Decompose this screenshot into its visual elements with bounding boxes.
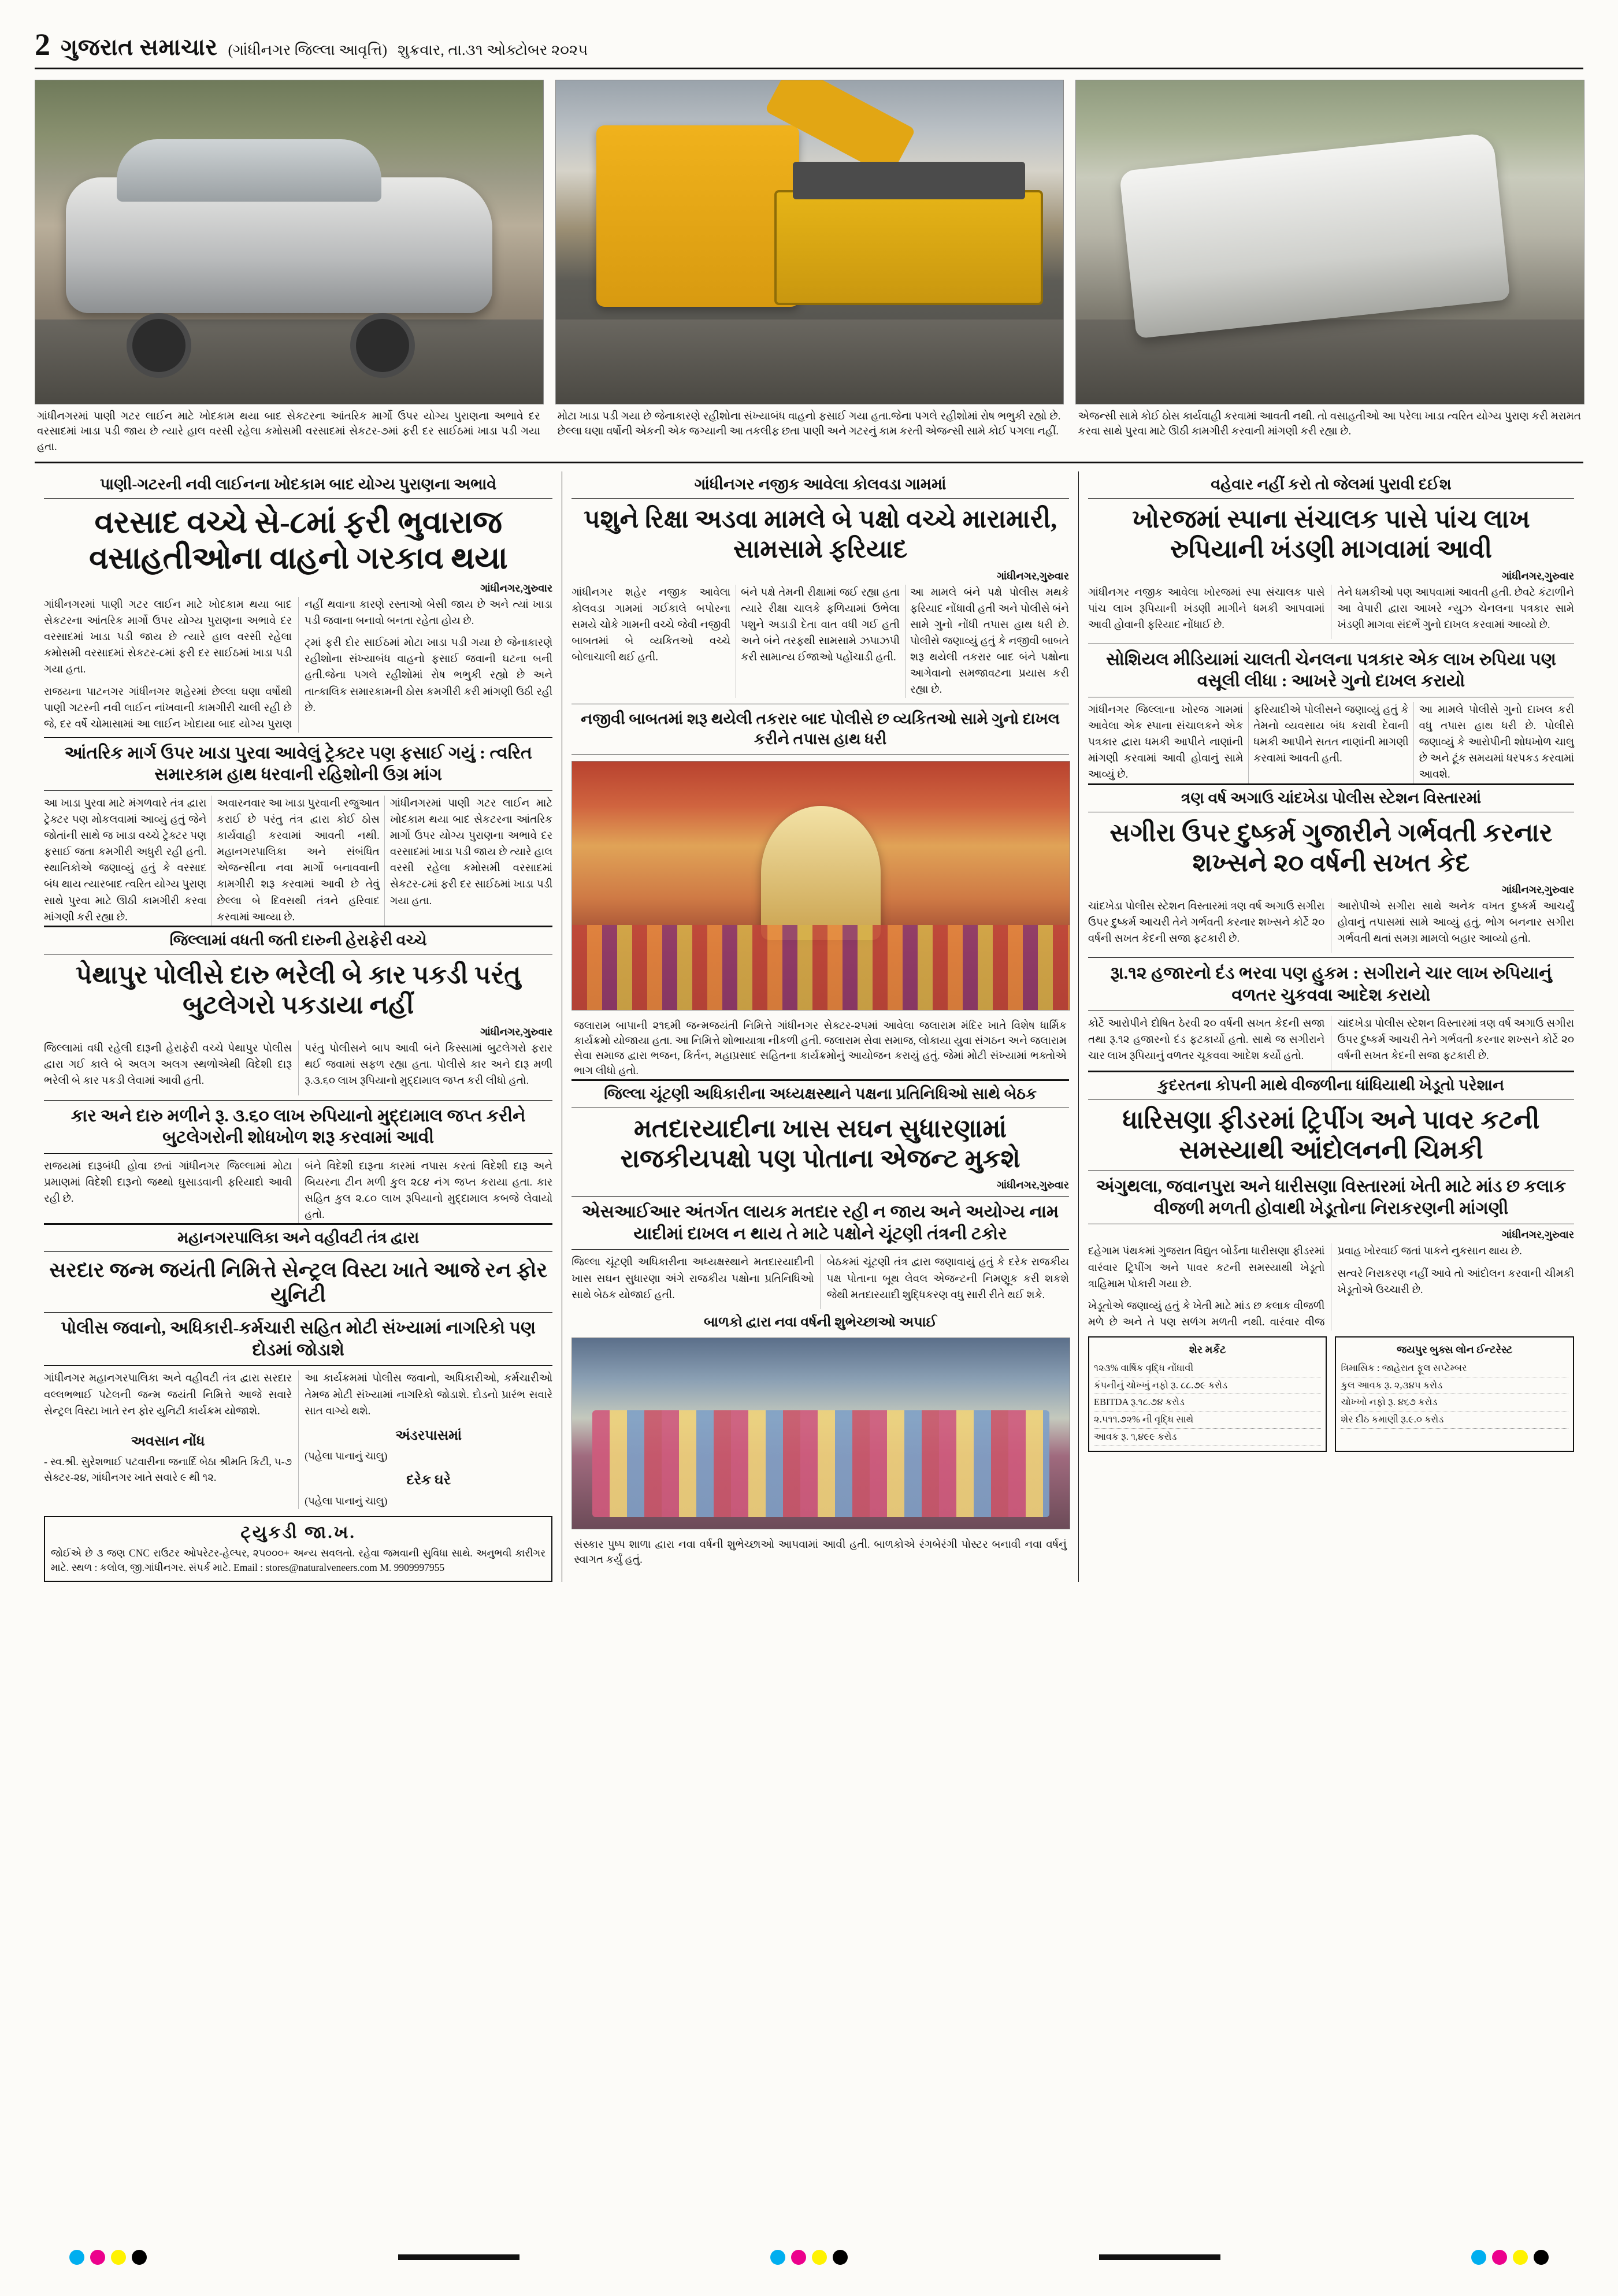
- finance-line: શેર દીઠ કમાણી રૂ.૯.૦ કરોડ: [1341, 1414, 1444, 1425]
- story6-kicker: ત્રણ વર્ષ અગાઉ ચાંદખેડા પોલીસ સ્ટેશન વિસ્તારમાં: [1088, 783, 1574, 812]
- story3-subhead: સોશિયલ મીડિયામાં ચાલતી ચેનલના પત્રકાર એક લાખ રુપિયા પણ વસૂલી લીધા : આખરે ગુનો દાખલ કરાયો: [1088, 644, 1574, 697]
- column-left: [35, 471, 562, 1582]
- story2-kicker: ગાંધીનગર નજીક આવેલા કોલવડા ગામમાં: [572, 471, 1069, 499]
- classified-zone: [44, 1425, 552, 1509]
- photo-caption: મોટા ખાડા પડી ગયા છે જેનાકારણે રહીશોના સંખ્યાબંધ વાહનો ફસાઈ ગયા હતા.જેના પગલે રહીશોમાં રોષ ભભુકી રહ્યો છે. છેલ્લા ઘણા વર્ષોની એકની એક જગ્યાની આ તકલીફ છતા પાણી અને ગટરનું કામ કરતી એજન્સી સામે કોઈ પગલા નહીં.: [557, 411, 1061, 438]
- story8-byline: ગાંધીનગર,ગુરુવાર: [1501, 1229, 1575, 1241]
- story2-body: [572, 585, 1069, 699]
- story3-lead: [1088, 585, 1574, 639]
- paragraph: અવારનવાર આ ખાડા પુરવાની રજુઆત કરાઈ છે પરંતુ તંત્ર દ્વારા કોઈ ઠોસ કાર્યવાહી કરવામાં આવતી નથી. મહાનગરપાલિકા અને સંબંધિત એજન્સીના નવા માર્ગો બનાવવાની કામગીરી શરૂ કરવામાં આવી છે તેવું છેલ્લા બે દિવસથી તંત્રને હરિવાદ કરવામાં આવ્યા છે.: [217, 797, 380, 923]
- paragraph: ચાંદખેડા પોલીસ સ્ટેશન વિસ્તારમાં ત્રણ વર્ષ અગાઉ સગીરા ઉપર દુષ્કર્મ આચરી તેને ગર્ભવતી કરનાર શખ્સને કોર્ટે ૨૦ વર્ષની સખત કેદની સજા ફટકારી છે.: [1337, 1018, 1574, 1062]
- story7-byline: ગાંધીનગર,ગુરુવાર: [996, 1179, 1069, 1191]
- reg-dot-yellow: [812, 2250, 827, 2265]
- reg-dot-cyan: [1471, 2250, 1486, 2265]
- photo-caption: એજન્સી સામે કોઈ ઠોસ કાર્યવાહી કરવામાં આવતી નથી. તો વસાહતીઓ આ પરેલા ખાડા ત્વરિત યોગ્ય પુરાણ કરી મરામત કરવા સાથે પુરવા માટે ઊઠી કામગીરી કરવાની માંગણી કરી રહ્યા છે.: [1078, 411, 1582, 438]
- paragraph: કોર્ટે આરોપીને દોષિત ઠેરવી ૨૦ વર્ષની સખત કેદની સજા તથા રૂ.૧૨ હજારનો દંડ ફટકાર્યો હતો. સાથે જ સગીરાને ચાર લાખ રૂપિયાનું વળતર ચૂકવવા આદેશ કર્યો હતો.: [1088, 1018, 1325, 1062]
- reg-dot-black: [132, 2250, 147, 2265]
- story2-footline: નજીવી બાબતમાં શરૂ થયેલી તકરાર બાદ પોલીસે છ વ્યકિતઓ સામે ગુનો દાખલ કરીને તપાસ હાથ ધરી: [572, 704, 1069, 755]
- finance-line: કંપનીનું ચોખ્ખું નફો રૂ. ૮૮.૭૯ કરોડ: [1093, 1379, 1228, 1391]
- photo-caption: ગાંધીનગરમાં પાણી ગટર લાઈન માટે ખોદકામ થયા બાદ સેકટરના આંતરિક માર્ગો ઉપર યોગ્ય પુરાણના અભાવે દર વરસાદમાં ખાડા પડી જાય છે ત્યારે હાલ વરસી રહેલા કમોસમી વરસાદમાં સેકટર-૭માં ફરી દર સાઈઠમાં ખાડા પડી ગયા હતા.: [37, 411, 540, 453]
- story3-kicker: વહેવાર નહીં કરો તો જેલમાં પુરાવી દઈશ: [1088, 471, 1574, 499]
- paragraph: ગાંધીનગરમાં પાણી ગટર લાઈન માટે ખોદકામ થયા બાદ સેકટરના આંતરિક માર્ગો ઉપર યોગ્ય પુરાણના અભાવે દર વરસાદમાં ખાડા પડી જાય છે ત્યારે હાલ વરસી રહેલા કમોસમી વરસાદમાં સેકટર-૮માં ફરી દર સાઈઠમાં ખાડા પડી ગયા હતા.: [44, 599, 292, 676]
- reg-bar-1: [398, 2254, 519, 2260]
- paragraph: રાજયમાં દારૂબંધી હોવા છતાં ગાંધીનગર જિલ્લામાં મોટા પ્રમાણમાં વિદેશી દારૂનો જથ્થો ઘુસાડવાની ફરિયાદો આવી રહી છે.: [44, 1160, 292, 1205]
- finance-title: જયપુર બુક્સ લોન ઈન્ટરેસ્ટ: [1397, 1343, 1513, 1355]
- paragraph: ચાંદખેડા પોલીસ સ્ટેશન વિસ્તારમાં ત્રણ વર્ષ અગાઉ સગીરા ઉપર દુષ્કર્મ આચરી તેને ગર્ભવતી કરનાર શખ્સને કોર્ટે ૨૦ વર્ષની સખત કેદની સજા ફટકારી છે.: [1088, 900, 1325, 945]
- finance-line: ચોખ્ખો નફો રૂ. ૪૬૭ કરોડ: [1341, 1396, 1438, 1408]
- page-sheet: [35, 29, 1583, 2271]
- story7-subhead: એસઆઈઆર અંતર્ગત લાયક મતદાર રહી ન જાય અને અયોગ્ય નામ યાદીમાં દાખલ ન થાય તે માટે પક્ષોને ચૂંટણી તંત્રની ટકોર: [572, 1196, 1069, 1250]
- paragraph: ખેડૂતોએ જણાવ્યું હતું કે ખેતી માટે માંડ છ કલાક વીજળી મળે છે અને તે પણ સળંગ મળતી નથી. વારંવાર વીજ પ્રવાહ ખોરવાઈ જતાં પાકને નુકસાન થાય છે.: [1088, 1246, 1522, 1328]
- story3-headline: ખોરજમાં સ્પાના સંચાલક પાસે પાંચ લાખ રુપિયાની ખંડણી માગવામાં આવી: [1132, 504, 1530, 563]
- reg-dots-mid: [770, 2250, 848, 2265]
- story8-subhead: અંગુથલા, જવાનપુરા અને ધારીસણા વિસ્તારમાં ખેતી માટે માંડ છ કલાક વીજળી મળતી હોવાથી ખેડૂતોના નિરાકરણની માંગણી: [1088, 1171, 1574, 1224]
- main-columns: [35, 471, 1583, 1582]
- paragraph: આ કાર્યક્રમમાં પોલીસ જવાનો, અધિકારીઓ, કર્મચારીઓ તેમજ મોટી સંખ્યામાં નાગરિકો જોડાશે. દોડનો પ્રારંભ સવારે સાત વાગ્યે થશે.: [305, 1373, 553, 1417]
- story4-headline: પેથાપુર પોલીસે દારુ ભરેલી બે કાર પકડી પરંતુ બુટલેગરો પકડાયા નહીં: [75, 961, 521, 1020]
- finance-line: ૧૨૩% વાર્ષિક વૃદ્ધિ નોંધાવી: [1093, 1362, 1194, 1373]
- story2-headline: પશુને રિક્ષા અડવા મામલે બે પક્ષો વચ્ચે મારામારી, સામસામે ફરિયાદ: [583, 504, 1057, 563]
- story6-subhead: રૂા.૧૨ હજારનો દંડ ભરવા પણ હુકમ : સગીરાને ચાર લાખ રુપિયાનું વળતર ચુકવવા આદેશ કરાયો: [1088, 957, 1574, 1011]
- everyhouse-contnote: (પહેલા પાનાનું ચાલુ): [305, 1495, 388, 1507]
- classified-ad-body: જોઈએ છે ૩ જણ CNC રાઉટર ઓપરેટર-હેલ્પર, ૨૫૦૦૦+ અન્ય સવલતો. રહેવા જમવાની સુવિધા સાથે. અનુભવી કારીગર માટે. સ્થળ : કલોલ, જી.ગાંધીનગર. સંપર્ક માટે. Email : stores@naturalveneers.com M. 9909997955: [51, 1547, 546, 1574]
- story8-headline: ધારિસણા ફીડરમાં ટ્રિપીંગ અને પાવર કટની સમસ્યાથી આંદોલનની ચિમકી: [1122, 1105, 1540, 1164]
- photo-cell-2: [555, 80, 1063, 455]
- finance-title: શેર મર્કેટ: [1189, 1343, 1226, 1355]
- classified-ad-title: ટ્યુકડી જા.ખ.: [240, 1522, 356, 1542]
- paragraph: જિલ્લા ચૂંટણી અધિકારીના અધ્યક્ષસ્થાને મતદારયાદીની ખાસ સઘન સુધારણા અંગે રાજકીય પક્ષોના પ્રતિનિધિઓ સાથે બેઠક યોજાઈ હતી.: [572, 1257, 814, 1301]
- reg-dot-black: [833, 2250, 848, 2265]
- reg-dot-black: [1534, 2250, 1549, 2265]
- story7-kicker: જિલ્લા ચૂંટણી અધિકારીના અધ્યક્ષસ્થાને પક્ષના પ્રતિનિધિઓ સાથે બેઠક: [572, 1079, 1069, 1108]
- story1-headline: વરસાદ વચ્ચે સે-૮માં ફરી ભુવારાજ વસાહતીઓના વાહનો ગરકાવ થયા: [89, 504, 508, 576]
- section-divider: [35, 462, 1583, 463]
- reg-dot-magenta: [791, 2250, 806, 2265]
- story7-body: [572, 1254, 1069, 1309]
- photo-jcb-dumper: [555, 80, 1064, 404]
- paragraph: તેને ધમકીઓ પણ આપવામાં આવતી હતી. છેવટે કંટાળીને આ વેપારી દ્વારા આખરે ન્યુઝ ચેનલના પત્રકાર સામે ખંડણી માગવા સંદર્ભે ગુનો દાખલ કરવામાં આવ્યો છે.: [1337, 586, 1574, 631]
- paragraph: દહેગામ પંથકમાં ગુજરાત વિદ્યુત બોર્ડના ધારીસણા ફીડરમાં વારંવાર ટ્રિપીંગ અને પાવર કટની સમસ્યાથી ખેડૂતો ત્રાહિમામ પોકારી ગયા છે.: [1088, 1246, 1325, 1290]
- paragraph: બેઠકમાં ચૂંટણી તંત્ર દ્વારા જણાવાયું હતું કે દરેક રાજકીય પક્ષ પોતાના બૂથ લેવલ એજન્ટની નિમણૂક કરી શકશે જેથી મતદારયાદી શુદ્ધિકરણ વધુ સારી રીતે થઈ શકે.: [826, 1257, 1069, 1301]
- story6-headline: સગીરા ઉપર દુષ્કર્મ ગુજારીને ગર્ભવતી કરનાર શખ્સને ૨૦ વર્ષની સખત કેદ: [1109, 819, 1553, 878]
- story6-body: [1088, 1016, 1574, 1070]
- finance-line: કુલ આવક રૂ. ૨,૩૪૫ કરોડ: [1341, 1379, 1443, 1391]
- underpass-contnote: (પહેલા પાનાનું ચાલુ): [305, 1450, 388, 1462]
- story8-kicker: કુદરતના કોપની માથે વીજળીના ધાંધિયાથી ખેડૂતો પરેશાન: [1088, 1071, 1574, 1099]
- story3-body: [1088, 702, 1574, 783]
- paragraph: પરંતુ પોલીસને બાપ આવી બંને કિસ્સામાં બુટલેગરો ફરાર થઈ જવામાં સફળ રહ્યા હતા. પોલીસે કાર અને દારૂ મળી રૂ.૩.૬૦ લાખ રૂપિયાનો મુદ્દામાલ જપ્ત કરી લીધો હતો.: [305, 1043, 553, 1087]
- finance-line: EBITDA રૂ.૧૮.૭૪ કરોડ: [1093, 1396, 1185, 1408]
- reg-dot-magenta: [1492, 2250, 1507, 2265]
- story5-kicker: મહાનગરપાલિકા અને વહીવટી તંત્ર દ્વારા: [44, 1223, 552, 1252]
- paragraph: ગાંધીનગર શહેર નજીક આવેલા કોલવડા ગામમાં ગઈકાલે બપોરના સમયે ચોકે ગામની વચ્ચે જેવી નજીવી બાબતમાં બે વ્યકિતઓ વચ્ચે બોલાચાલી થઈ હતી.: [572, 586, 731, 664]
- story3-byline: ગાંધીનગર,ગુરુવાર: [1501, 570, 1575, 582]
- story1-byline: ગાંધીનગર,ગુરુવાર: [480, 582, 553, 595]
- paragraph: બંને પક્ષે તેમની રીક્ષામાં જઈ રહ્યા હતા ત્યારે રીક્ષા ચાલકે ફળિયામાં ઉભેલા પશુને અડાડી દેતા વાત વધી ગઈ હતી અને બંને તરફથી સામસામે ઝપાઝપી કરી સામાન્ય ઈજાઓ પહોંચાડી હતી.: [741, 586, 900, 664]
- top-photo-row: [35, 80, 1583, 455]
- paragraph: ટ્માં ફરી દોર સાઈઠમાં મોટા ખાડા પડી ગયા છે જેનાકારણે રહીશોના સંખ્યાબંધ વાહનો ફસાઈ જવાની ઘટના બની હતી.જેના પગલે રહીશોમાં રોષ ભભુકી રહ્યો છે અને તાત્કાલિક સમારકામની ઠોસ કમગીરી કરી માંગણી ઉઠી રહી છે.: [305, 637, 553, 714]
- story2-byline: ગાંધીનગર,ગુરુવાર: [996, 570, 1069, 582]
- paragraph: આ મામલે બંને પક્ષે પોલીસ મથકે ફરિયાદ નોંધાવી હતી અને પોલીસે બંને સામે ગુનો નોંધી તપાસ હાથ ધરી છે. પોલીસે જણાવ્યું હતું કે નજીવી બાબતે શરૂ થયેલી તકરાર બાદ બંને પક્ષોના આગેવાનો સમજાવટના પ્રયાસ કરી રહ્યા છે.: [910, 586, 1069, 696]
- paragraph: બંને વિદેશી દારૂના કારમાં નપાસ કરતાં વિદેશી દારૂ અને બિયરના ટીન મળી કુલ ૨૮૪ નંગ જપ્ત કરાયા હતા. કાર સહિત કુલ ૨.૮૦ લાખ રૂપિયાનો મુદ્દામાલ કબજે લેવાયો હતો.: [305, 1160, 553, 1221]
- story8-body: [1088, 1243, 1574, 1331]
- story6-lead: [1088, 898, 1574, 953]
- story5-headline: સરદાર જન્મ જયંતી નિમિત્તે સેન્ટ્રલ વિસ્ટા ખાતે આજે રન ફોર યુનિટી: [49, 1258, 548, 1307]
- registration-marks: [69, 2250, 1549, 2265]
- story1-body: [44, 597, 552, 733]
- story1-kicker: પાણી-ગટરની નવી લાઈનના ખોદકામ બાદ યોગ્ય પુરાણના અભાવે: [44, 471, 552, 499]
- paper-name: ગુજરાત સમાચાર: [61, 34, 218, 60]
- page-number: 2: [35, 27, 50, 62]
- obituary-heading: અવસાન નોંધ: [131, 1433, 205, 1449]
- story4-body: [44, 1158, 552, 1223]
- story4-byline: ગાંધીનગર,ગુરુવાર: [480, 1026, 553, 1038]
- story4-kicker: જિલ્લામાં વધતી જતી દારુની હેરાફેરી વચ્ચે: [44, 926, 552, 954]
- finance-box-1: [1088, 1336, 1327, 1452]
- children-group-photo: [572, 1338, 1070, 1529]
- finance-line: આવક રૂ. ૧,૪૯૯ કરોડ: [1093, 1431, 1177, 1442]
- finance-box-2: [1335, 1336, 1574, 1452]
- reg-dot-yellow: [1513, 2250, 1528, 2265]
- story6-byline: ગાંધીનગર,ગુરુવાર: [1501, 883, 1575, 896]
- obituary-text: - સ્વ.શ્રી. સુરેશભાઈ પટવારીના જનાર્દિ બેઠા શ્રીમતિ કિટી, ૫-૭ સેક્ટર-૨૪, ગાંધીનગર ખાતે સવારે ૯ થી ૧૨.: [44, 1456, 292, 1484]
- story5-subhead: પોલીસ જવાનો, અધિકારી-કર્મચારી સહિત મોટી સંખ્યામાં નાગરિકો પણ દોડમાં જોડાશે: [44, 1312, 552, 1366]
- paragraph: રાજયના પાટનગર ગાંધીનગર શહેરમાં છેલ્લા ઘણા વર્ષોથી પાણી ગટરની નવી લાઈન નાંખવાની કામગીરી ચાલી રહી છે જે, દર વર્ષે ચોમાસામાં આ લાઈન ખોદાયા બાદ યોગ્ય પુરાણ નહીં થવાના કારણે રસ્તાઓ બેસી જાય છે અને ત્યાં ખાડા પડી જવાના બનાવો બનતા રહેતા હોય છે.: [44, 599, 553, 730]
- photo-cell-3: [1075, 80, 1583, 455]
- dateline: શુક્રવાર, તા.૩૧ ઓક્ટોબર ૨૦૨૫: [398, 42, 588, 58]
- reg-bar-2: [1099, 2254, 1220, 2260]
- everyhouse-heading: દરેક ઘરે: [406, 1473, 451, 1488]
- temple-photo-caption: જલારામ બાપાની ૨૧૬મી જન્મજયંતી નિમિત્તે ગાંધીનગર સેક્ટર-૨૫માં આવેલા જલારામ મંદિર ખાતે વિશેષ ધાર્મિક કાર્યક્રમો યોજાયા હતા. આ નિમિત્તે શોભાયાત્રા નીકળી હતી. જલારામ સેવા સમાજ, લોકાયા યુવા સંગઠન અને જલારામ સેવા સમાજ દ્વારા ભજન, કિર્તન, મહાપ્રસાદ સહિતના કાર્યક્રમોનું આયોજન કરાયું હતું. જેમાં મોટી સંખ્યામાં ભક્તોએ ભાગ લીધો હતો.: [574, 1020, 1067, 1078]
- paragraph: ગાંધીનગર જિલ્લાના ખોરજ ગામમાં આવેલા એક સ્પાના સંચાલકને એક પત્રકાર દ્વારા ધમકી આપીને નાણાંની માંગણી કરવામાં આવી હોવાનું સામે આવ્યું છે.: [1088, 704, 1244, 781]
- photo-cell-1: [35, 80, 543, 455]
- photo-road-car: [35, 80, 544, 404]
- paragraph: આરોપીએ સગીરા સાથે અનેક વખત દુષ્કર્મ આચર્યું હોવાનું તપાસમાં સામે આવ્યું હતું. ભોગ બનનાર સગીરા ગર્ભવતી થતાં સમગ્ર મામલો બહાર આવ્યો હતો.: [1337, 900, 1574, 945]
- temple-procession-photo: [572, 761, 1070, 1010]
- paragraph: જિલ્લામાં વધી રહેલી દારૂની હેરાફેરી વચ્ચે પેથાપુર પોલીસ દ્વારા ગઈ કાલે બે અલગ અલગ સ્થળોએથી વિદેશી દારૂ ભરેલી બે કાર પકડી લેવામાં આવી હતી.: [44, 1043, 292, 1087]
- reg-dots-left: [69, 2250, 147, 2265]
- reg-dot-yellow: [111, 2250, 126, 2265]
- column-right: [1078, 471, 1583, 1582]
- paragraph: ફરિયાદીએ પોલીસને જણાવ્યું હતું કે તેમનો વ્યવસાય બંધ કરાવી દેવાની ધમકી આપીને સતત નાણાંની માગણી કરવામાં આવતી હતી.: [1253, 704, 1409, 765]
- column-center: [562, 471, 1078, 1582]
- finance-line: ત્રિમાસિક : જાહેરાત ફૂલ સપ્ટેમ્બર: [1341, 1362, 1467, 1373]
- reg-dots-right: [1471, 2250, 1549, 2265]
- paragraph: સત્વરે નિરાકરણ નહીં આવે તો આંદોલન કરવાની ચીમકી ખેડૂતોએ ઉચ્ચારી છે.: [1337, 1268, 1574, 1296]
- paragraph: આ મામલે પોલીસે ગુનો દાખલ કરી વધુ તપાસ હાથ ધરી છે. પોલીસે જણાવ્યું કે આરોપીની શોધખોળ ચાલુ છે અને ટૂંક સમયમાં ધરપકડ કરવામાં આવશે.: [1419, 704, 1574, 781]
- finance-line: ૨.૫૧૧.૭૨% ની વૃદ્ધિ સાથે: [1093, 1414, 1194, 1425]
- story4-lead: [44, 1041, 552, 1095]
- story7-headline: મતદારયાદીના ખાસ સઘન સુધારણામાં રાજકીયપક્ષો પણ પોતાના એજન્ટ મુકશે: [620, 1114, 1020, 1173]
- reg-dot-cyan: [770, 2250, 785, 2265]
- paragraph: ગાંધીનગરમાં પાણી ગટર લાઈન માટે ખોદકામ થયા બાદ સેકટરના આંતરિક માર્ગો ઉપર યોગ્ય પુરાણના અભાવે દર વરસાદમાં ખાડા પડી જાય છે ત્યારે હાલ વરસી રહેલા કમોસમી વરસાદમાં સેકટર-૮માં ફરી દર સાઈઠમાં ખાડા પડી ગયા હતા.: [389, 797, 553, 907]
- story1-body-cont: [44, 796, 552, 926]
- classified-ad-box: [44, 1516, 552, 1582]
- story4-subhead: કાર અને દારુ મળીને રૂ. ૩.૬૦ લાખ રુપિયાનો મુદ્દામાલ જપ્ત કરીને બુટલેગરોની શોધખોળ શરૂ કરવામાં આવી: [44, 1100, 552, 1154]
- story5-body: [44, 1370, 552, 1425]
- group-photo-caption: સંસ્કાર પુષ્પ શાળા દ્વારા નવા વર્ષની શુભેચ્છાઓ આપવામાં આવી હતી. બાળકોએ રંગબેરંગી પોસ્ટર બનાવી નવા વર્ષનું સ્વાગત કર્યું હતું.: [574, 1539, 1067, 1566]
- paragraph: ગાંધીનગર નજીક આવેલા ખોરજમાં સ્પા સંચાલક પાસે પાંચ લાખ રૂપિયાની ખંડણી માગીને ધમકી આપવામાં આવી હોવાની ફરિયાદ નોંધાઈ છે.: [1088, 586, 1325, 631]
- photo-van-ditch: [1075, 80, 1584, 404]
- story1-subhead: આંતરિક માર્ગ ઉપર ખાડા પુરવા આવેલું ટ્રેક્ટર પણ ફસાઈ ગયું : ત્વરિત સમારકામ હાથ ધરવાની રહિશોની ઉગ્ર માંગ: [44, 737, 552, 791]
- edition-label: (ગાંધીનગર જિલ્લા આવૃત્તિ): [228, 42, 387, 58]
- paragraph: આ ખાડા પુરવા માટે મંગળવારે તંત્ર દ્વારા ટ્રેક્ટર પણ મોકલવામાં આવ્યું હતું જેને જોતાંની સાથે જ ખાડા વચ્ચે ટ્રેક્ટર પણ ફસાઈ જતા કમગીરી અધુરી રહી હતી. સ્થાનિકોએ જણાવ્યું હતું કે વરસાદ બંધ થાય ત્યારબાદ ત્વરિત યોગ્ય પુરાણ સાથે પુરવા માટે ઊઠી કામગીરી કરવા માંગણી કરી રહ્યા છે.: [44, 797, 207, 923]
- story7-footline: બાળકો દ્વારા નવા વર્ષની શુભેચ્છાઓ અપાઈ: [703, 1314, 937, 1330]
- paragraph: ગાંધીનગર મહાનગરપાલિકા અને વહીવટી તંત્ર દ્વારા સરદાર વલ્લભભાઈ પટેલની જન્મ જયંતી નિમિત્તે આજે સવારે સેન્ટ્રલ વિસ્ટા ખાતે રન ફોર યુનિટી કાર્યક્રમ યોજાશે.: [44, 1373, 292, 1417]
- masthead: [35, 29, 1583, 69]
- reg-dot-cyan: [69, 2250, 84, 2265]
- underpass-heading: અંડરપાસમાં: [395, 1428, 462, 1443]
- reg-dot-magenta: [90, 2250, 105, 2265]
